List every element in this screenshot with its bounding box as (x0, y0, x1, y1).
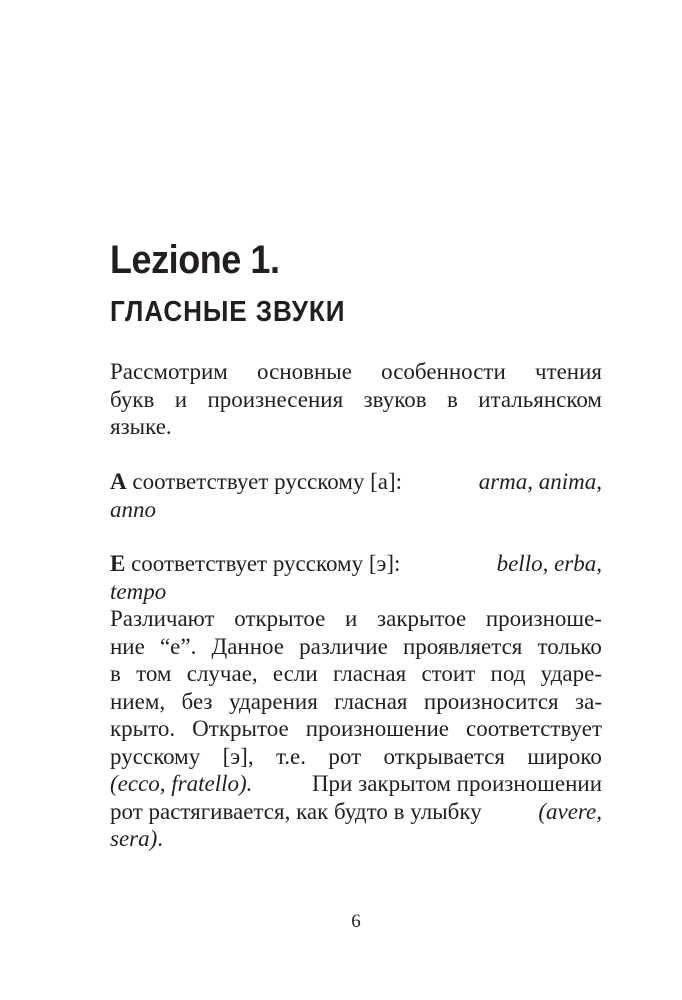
lesson-title: Lezione 1. (110, 238, 280, 282)
letter-a-paragraph (110, 468, 602, 523)
section-title: ГЛАСНЫЕ ЗВУКИ (110, 296, 346, 328)
explanation-line-9-end: . (157, 826, 164, 851)
letter-a-line-1 (110, 468, 602, 496)
letter-e-symbol: Е (110, 551, 126, 576)
letter-e-examples: bello, erba, (496, 551, 602, 576)
explanation-line-8 (110, 798, 602, 826)
letter-a-head (110, 468, 402, 496)
letter-a-examples: arma, anima, (478, 469, 602, 494)
explanation-line-9 (110, 825, 602, 853)
explanation-example-avere: (avere, (538, 798, 602, 824)
explanation-line-7 (110, 770, 602, 798)
intro-paragraph (110, 358, 602, 441)
explanation-line-7-text: При закрытом произношении (311, 771, 602, 796)
letter-a-description: соответствует русскому [а]: (132, 469, 403, 494)
letter-a-symbol: А (110, 469, 127, 494)
explanation-line-2: ние “е”. Данное различие проявляется только (110, 633, 602, 659)
explanation-line-4: нием, без ударения гласная произносится за- (110, 688, 602, 714)
letter-e-description: соответствует русскому [э]: (131, 551, 401, 576)
book-page (110, 0, 602, 1000)
intro-line-2: букв и произнесения звуков в итальянском (110, 386, 602, 412)
explanation-example-ecco: (ecco, fratello). (110, 771, 253, 796)
letter-e-line-1 (110, 550, 602, 578)
explanation-line-6: русскому [э], т.е. рот открывается широко (110, 743, 602, 769)
letter-e-paragraph (110, 550, 602, 853)
explanation-line-1: Различают открытое и закрытое произноше- (110, 606, 602, 631)
explanation-line-8-text: рот растягивается, как будто в улыбку (110, 798, 482, 824)
letter-e-examples-continued: tempo (110, 578, 167, 604)
explanation-line-3: в том случае, если гласная стоит под ударе- (110, 661, 602, 686)
page-number: 6 (351, 911, 361, 932)
explanation-line-5: крыто. Открытое произношение соответствует (110, 716, 602, 741)
letter-e-head (110, 550, 400, 578)
letter-a-examples-continued: anno (110, 496, 156, 522)
explanation-example-sera: sera) (110, 826, 158, 851)
intro-line-3: языке. (110, 414, 172, 439)
intro-line-1: Рассмотрим основные особенности чтения (110, 359, 602, 384)
